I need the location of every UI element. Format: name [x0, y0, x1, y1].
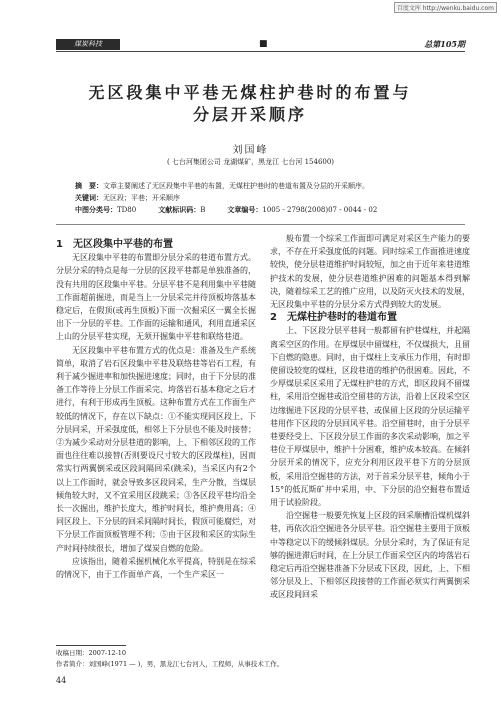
title-line-1: 无区段集中平巷无煤柱护巷时的布置与 [88, 83, 412, 102]
abstract-text: 文章主要阐述了无区段集中平巷的布置，无煤柱护巷时的巷道布置及分层的开采顺序。 [103, 182, 369, 190]
paragraph: 上、下区段分层平巷间一般都留有护巷煤柱，并起隔离采空区的作用。在厚煤层中留煤柱，不仅煤损大，且留下自燃的隐患。同时，由于煤柱上支承压力作用，有时即使留设较宽的煤柱，区段巷道的维护仍很困难。因此，不少厚煤层采区采用了无煤柱护巷的方式，即区段间不留煤柱，采用沿空掘巷或沿空留巷的方法，沿着上区段采空区边缘掘进下区段的分层平巷，或保留上区段的分层运输平巷用作下区段的分层回风平巷。沿空留巷时，由于分层平巷要经受上、下区段分层工作面的多次采动影响，加之平巷位于厚煤层中，维护十分困难，维护成本较高。在倾斜分层开采的情况下，应充分利用区段平巷下方的分层顶板，采用沿空掘巷的方法，对于首采分层平巷，倾角小于15°的低瓦斯矿井中采用，中、下分层的沿空掘巷布置适用于试验阶段。 [270, 326, 470, 508]
footnote-author: 作者简介：刘国峰(1971 — )，男，黑龙江七台河人，工程师，从事技术工作。 [56, 660, 284, 668]
running-header [0, 39, 501, 51]
left-column [56, 232, 256, 581]
right-column [270, 232, 470, 602]
journal-logo: 煤炭科技 [56, 39, 120, 50]
watermark: 百度文库 http://wenku.baidu.com [394, 2, 497, 13]
paragraph: 般布置一个综采工作面即可满足对采区生产能力的要求，不存在开采强度低的问题。同时综采工作面推进速度较快，使分层巷道维护时间较短，加之由于近年来巷道维护技术的发展，使分层巷道维护困难的问题基本得到解决，随着综采工艺的推广应用，以及防灭火技术的发展，无区段集中平巷的分层分采方式得到较大的发展。 [270, 234, 470, 310]
abstract [75, 181, 465, 192]
article-id-value: 1005 - 2798(2008)07 - 0044 - 02 [262, 206, 378, 214]
clc-label: 中图分类号： [75, 206, 117, 214]
section-1-heading: 1 无区段集中平巷的布置 [56, 239, 173, 250]
footnote-rule [56, 645, 126, 646]
footnote-received: 收稿日期：2007-12-10 [56, 649, 126, 657]
paragraph: 无区段集中平巷的布置即分层分采的巷道布置方式。分层分采的特点是每一分层的区段平巷都是单独准备的，没有共用的区段集中平巷。分层平巷不是利用集中平巷随工作面超前掘进，而是当上一分层采完并待顶板垮落基本稳定后，在假顶(或再生顶板)下面一次掘采区一翼全长掘出下一分层的平巷。工作面的运输和通风，利用直通采区上山的分层平巷实现，无须开掘集中平巷和联络巷道。 [56, 253, 256, 342]
issue-number: 总第105期 [424, 39, 465, 49]
keywords-label: 关键词： [75, 194, 103, 202]
paragraph: 无区段集中平巷布置方式的优点是：准备及生产系统简单，取消了岩石区段集中平巷及联络巷等岩石工程，有利于减少掘进率和加快掘进速度；同时，由于下分层的准备工作等待上分层工作面采完、垮落岩石基本稳定之后才进行，有利于形成再生顶板。这种布置方式在工作面生产较低的情况下，存在以下缺点：①不能实现同区段上、下分层同采，开采强度低，相邻上下分层也不能及时接替；②为减少采动对分层巷道的影响，上、下相邻区段的工作面也往往难以接替(否则要设尺寸较大的区段煤柱)，因而常实行两翼倒采或区段间隔回采(跳采)，当采区内有2个以上工作面时，就会导致多区段同采，生产分散，当煤层倾角较大时，又不宜采用区段跳采；③各区段平巷均沿全长一次掘出，维护长度大，维护时间长，维护费用高；④同区段上、下分层的回采间隔时间长，假顶可能腐烂，对下分层工作面顶板管理不利；⑤由于区段和采区的实际生产时间持续很长，增加了煤炭自燃的危险。 [56, 345, 256, 553]
header-mark-icon: ■ [259, 39, 268, 49]
header-rule [56, 51, 465, 52]
keywords-text: 无区段；平巷；开采顺序 [103, 194, 180, 202]
paragraph: 沿空掘巷一般要先恢复上区段的回采顺槽沿煤机煤斜巷，再依次沿空掘进各分层平巷。沿空掘巷主要用于顶板中等稳定以下的缓倾斜煤层。分层分采时，为了保证有足够的掘进滞后时间，在上分层工作面采空区内的垮落岩石稳定后再沿空掘巷准备下分层或下区段，因此，上、下相邻分层及上、下相邻区段接替的工作面必须实行两翼倒采或区段间回采 [270, 511, 470, 600]
classification [75, 205, 465, 216]
affiliation: ( 七台河集团公司 龙湖煤矿，黑龙江 七台河 154600) [166, 158, 335, 166]
doc-value: B [200, 206, 206, 214]
article-id-label: 文章编号： [227, 206, 263, 214]
clc-value: TD80 [117, 206, 137, 214]
paragraph: 应该指出，随着采掘机械化水平提高，特别是在综采的情况下，由于工作面单产高，一个生产采区一 [56, 556, 256, 580]
page-number: 44 [56, 676, 67, 685]
keywords [75, 193, 465, 204]
author: 刘国峰 [232, 145, 269, 156]
abstract-rule [56, 224, 465, 225]
title-line-2: 分层开采顺序 [192, 105, 307, 124]
section-2-heading: 2 无煤柱护巷时的巷道布置 [270, 312, 397, 324]
doc-label: 文献标识码： [158, 206, 201, 214]
abstract-label: 摘 要： [75, 182, 103, 190]
